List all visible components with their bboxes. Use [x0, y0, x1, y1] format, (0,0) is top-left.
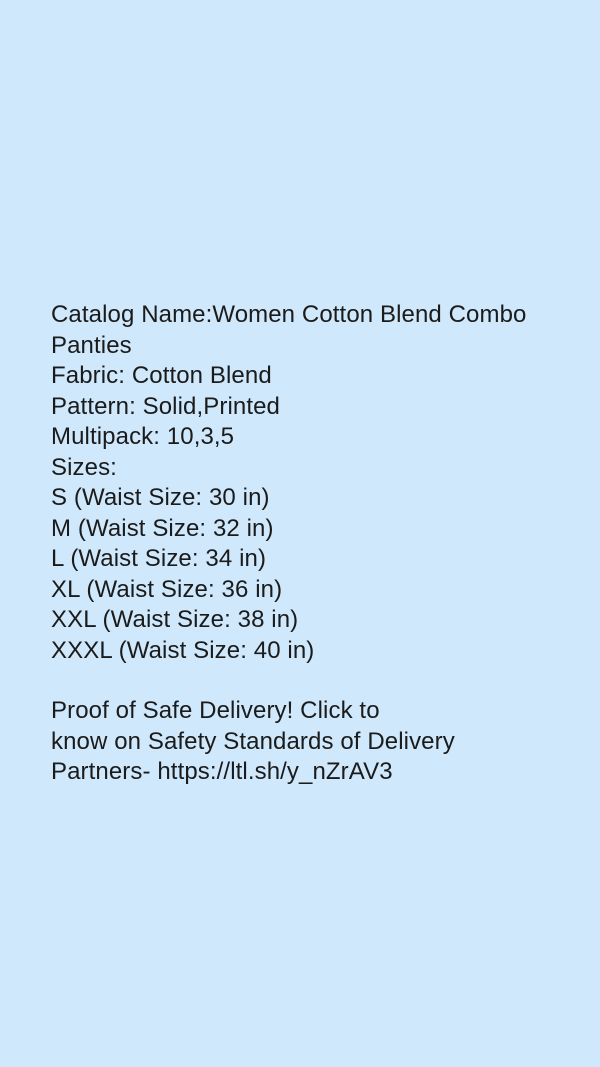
safe-delivery-line-1: Proof of Safe Delivery! Click to — [51, 697, 380, 724]
safe-delivery-link-line[interactable]: Partners- https://ltl.sh/y_nZrAV3 — [51, 758, 393, 785]
pattern-line: Pattern: Solid,Printed — [51, 392, 280, 420]
safe-delivery-line-2: know on Safety Standards of Delivery — [51, 727, 455, 755]
description-text-container — [51, 300, 561, 788]
size-s-line: S (Waist Size: 30 in) — [51, 484, 270, 511]
size-xxl-line: XXL (Waist Size: 38 in) — [51, 606, 299, 633]
size-l-line: L (Waist Size: 34 in) — [51, 545, 267, 572]
size-xl-line: XL (Waist Size: 36 in) — [51, 575, 283, 603]
block-spacer — [51, 666, 561, 696]
size-m-line: M (Waist Size: 32 in) — [51, 514, 274, 542]
catalog-details-block — [51, 300, 561, 666]
multipack-line: Multipack: 10,3,5 — [51, 423, 235, 450]
size-xxxl-line: XXXL (Waist Size: 40 in) — [51, 636, 315, 664]
safe-delivery-block — [51, 696, 561, 788]
sizes-heading-line: Sizes: — [51, 453, 117, 481]
catalog-name-line: Catalog Name:Women Cotton Blend Combo Panties — [51, 301, 534, 359]
fabric-line: Fabric: Cotton Blend — [51, 362, 272, 389]
